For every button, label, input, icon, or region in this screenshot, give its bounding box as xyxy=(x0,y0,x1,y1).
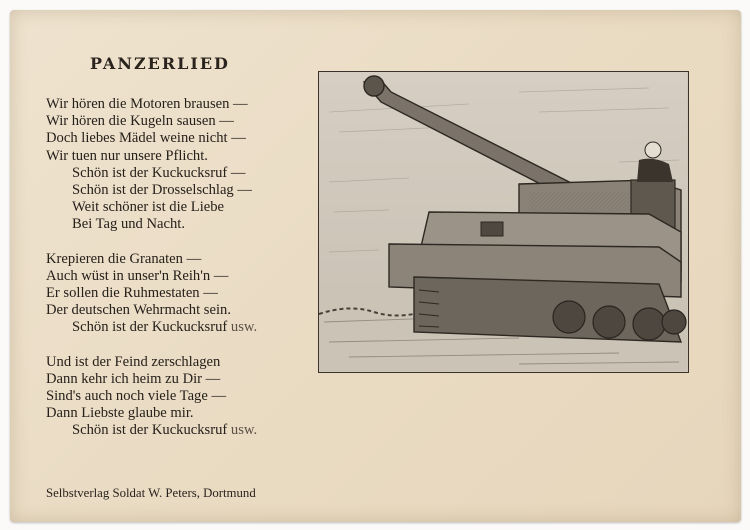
lyric-line: Auch wüst in unser'n Reih'n — xyxy=(46,267,229,284)
lyric-line: Doch liebes Mädel weine nicht — xyxy=(46,130,246,147)
lyric-line: Bei Tag und Nacht. xyxy=(72,216,186,233)
usw-marker: usw. xyxy=(230,422,258,439)
song-lyrics xyxy=(46,96,336,457)
usw-marker: usw. xyxy=(230,319,258,336)
lyric-line: Sind's auch noch viele Tage — xyxy=(46,388,227,405)
lyric-line: Dann Liebste glaube mir. xyxy=(46,405,194,422)
refrain-text: Schön ist der Kuckucksruf xyxy=(72,422,228,439)
lyric-line: Der deutschen Wehrmacht sein. xyxy=(46,302,231,319)
lyric-line: Wir tuen nur unsere Pflicht. xyxy=(46,147,208,164)
lyric-line: Krepieren die Granaten — xyxy=(46,250,202,267)
lyric-line: Wir hören die Motoren brausen — xyxy=(46,96,248,112)
stanza-2 xyxy=(46,251,336,337)
lyric-line: Schön ist der Drosselschlag — xyxy=(72,182,252,199)
hull-machine-gun xyxy=(481,222,503,236)
muzzle-brake xyxy=(364,76,384,96)
publisher-imprint: Selbstverlag Soldat W. Peters, Dortmund xyxy=(46,486,256,500)
commander-head xyxy=(645,142,661,158)
stanza-1 xyxy=(46,96,336,234)
lyric-line: Er sollen die Ruhmestaten — xyxy=(46,285,218,302)
lyric-line: Und ist der Feind zerschlagen xyxy=(46,353,221,370)
lyric-line: Weit schöner ist die Liebe xyxy=(72,199,225,216)
lyric-line: Dann kehr ich heim zu Dir — xyxy=(46,370,221,387)
tank-illustration xyxy=(318,71,689,373)
refrain-line xyxy=(46,422,336,439)
refrain-line xyxy=(46,319,336,336)
lyric-line: Wir hören die Kugeln sausen — xyxy=(46,113,234,130)
stanza-3 xyxy=(46,354,336,440)
song-title: PANZERLIED xyxy=(90,54,230,73)
lyric-line: Schön ist der Kuckucksruf — xyxy=(72,164,246,181)
tank-drawing xyxy=(319,72,687,371)
refrain-text: Schön ist der Kuckucksruf xyxy=(72,319,228,336)
